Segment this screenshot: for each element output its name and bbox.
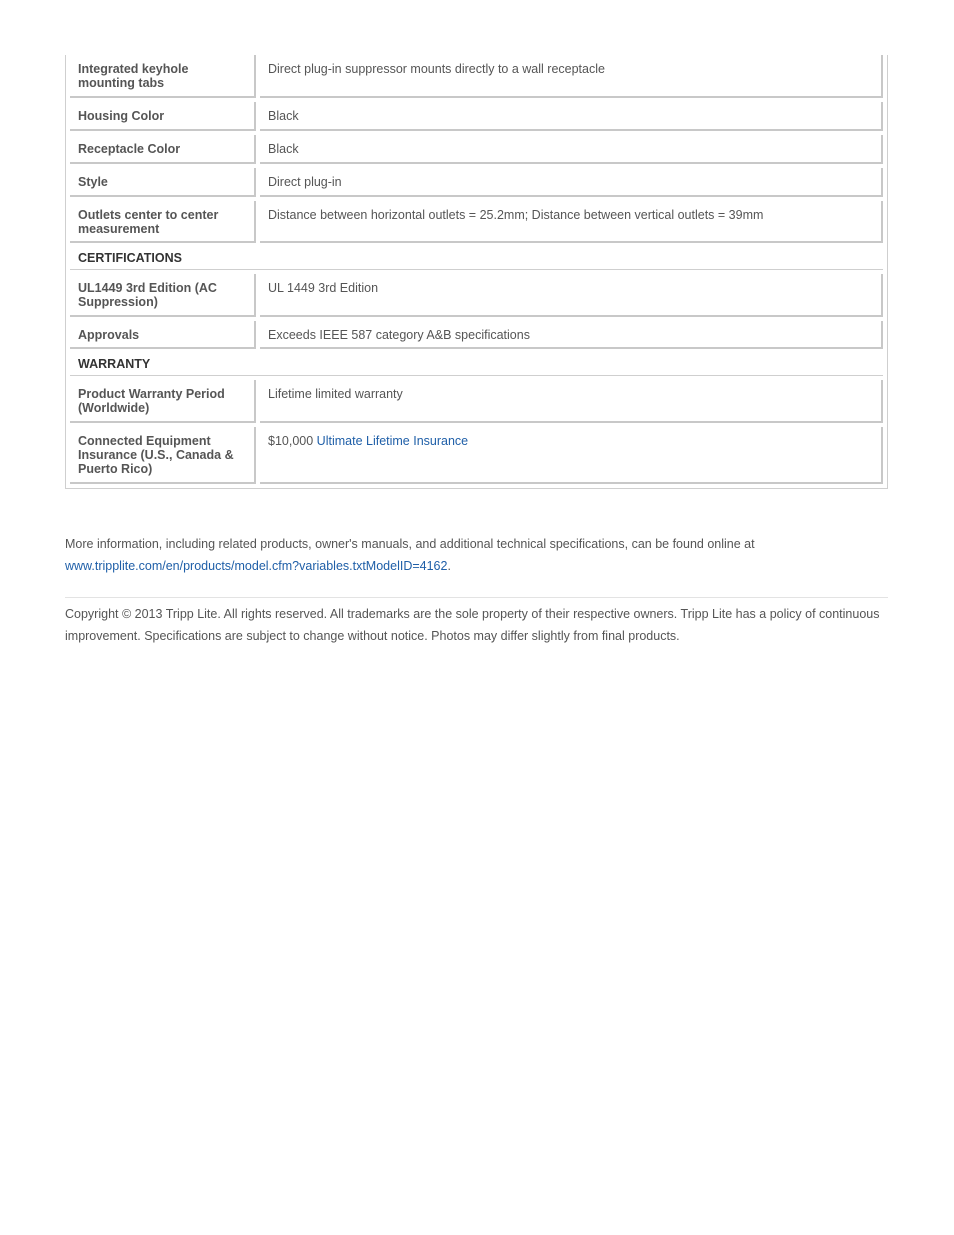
spec-row [70, 135, 883, 164]
section-heading-certifications: CERTIFICATIONS [70, 247, 883, 270]
spec-label: Approvals [70, 321, 256, 349]
spec-value: Black [260, 102, 883, 131]
more-info-text: More information, including related products, owner's manuals, and additional technical specifications, can be found online at [65, 537, 755, 551]
spec-value: Exceeds IEEE 587 category A&B specifications [260, 321, 883, 349]
spec-row [70, 102, 883, 131]
spec-value: Lifetime limited warranty [260, 380, 883, 423]
footer-divider [65, 597, 888, 598]
ultimate-lifetime-insurance-link[interactable]: Ultimate Lifetime Insurance [316, 434, 469, 448]
product-page-link[interactable]: www.tripplite.com/en/products/model.cfm?variables.txtModelID=4162 [65, 559, 448, 573]
spec-label: Connected Equipment Insurance (U.S., Canada & Puerto Rico) [70, 427, 256, 484]
spec-label: Product Warranty Period (Worldwide) [70, 380, 256, 423]
spec-row [70, 55, 883, 98]
spec-label: UL1449 3rd Edition (AC Suppression) [70, 274, 256, 317]
spec-label: Style [70, 168, 256, 197]
spec-row [70, 274, 883, 317]
spec-row [70, 321, 883, 349]
more-info-paragraph [65, 533, 888, 577]
spec-row [70, 201, 883, 243]
more-info-suffix: . [447, 559, 451, 573]
section-heading-warranty: WARRANTY [70, 353, 883, 376]
spec-value: Black [260, 135, 883, 164]
spec-label: Integrated keyhole mounting tabs [70, 55, 256, 98]
spec-row [70, 427, 883, 484]
spec-row [70, 168, 883, 197]
spec-value: Direct plug-in suppressor mounts directly to a wall receptacle [260, 55, 883, 98]
spec-value: Distance between horizontal outlets = 25.2mm; Distance between vertical outlets = 39mm [260, 201, 883, 243]
spec-label: Housing Color [70, 102, 256, 131]
spec-label: Outlets center to center measurement [70, 201, 256, 243]
copyright-text: Copyright © 2013 Tripp Lite. All rights reserved. All trademarks are the sole property of their respective owners. Tripp Lite has a policy of continuous improvement. Specifications are subject to change without notice. Photos may differ slightly from final products. [65, 607, 880, 643]
spec-row [70, 380, 883, 423]
spec-label: Receptacle Color [70, 135, 256, 164]
insurance-amount: $10,000 [268, 434, 317, 448]
spec-value: UL 1449 3rd Edition [260, 274, 883, 317]
spec-value [260, 427, 883, 484]
spec-table [65, 55, 888, 489]
spec-value: Direct plug-in [260, 168, 883, 197]
